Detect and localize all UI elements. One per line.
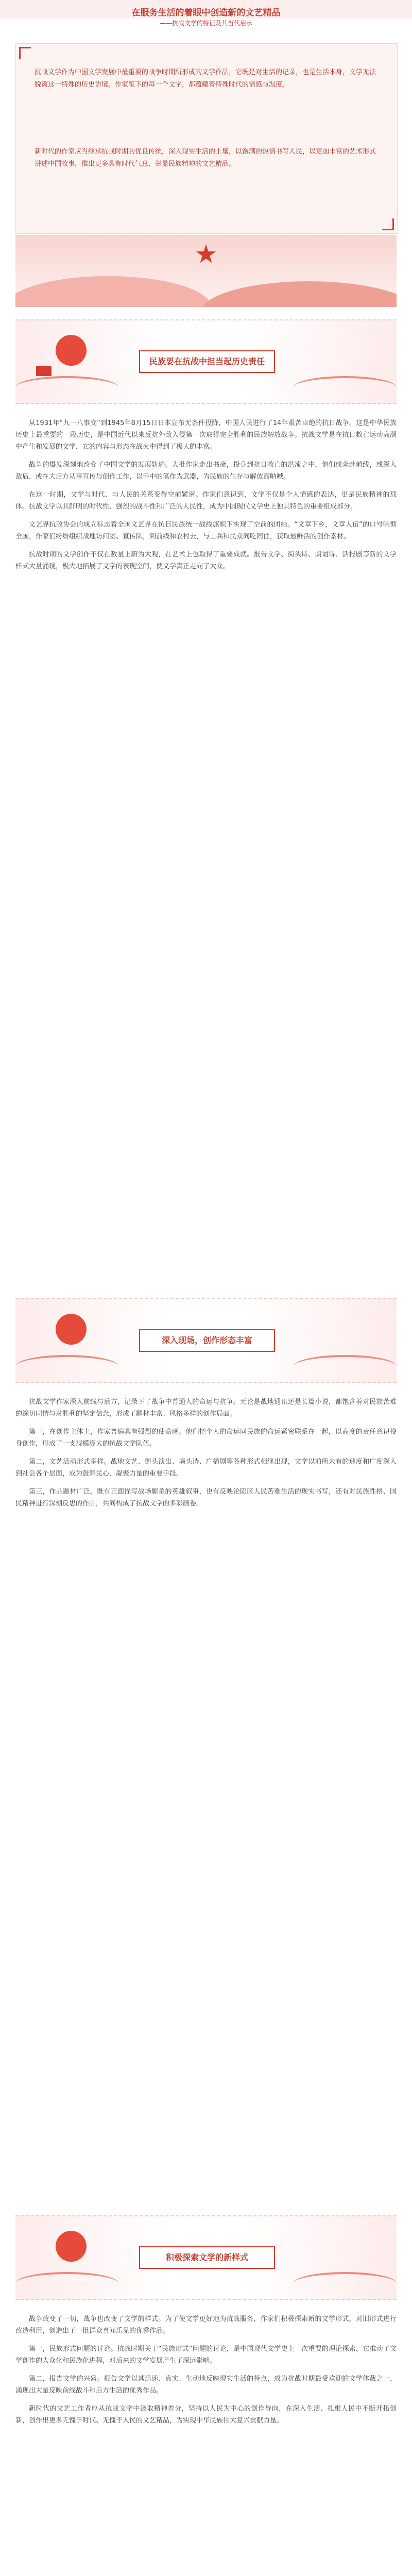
sun-icon (56, 2231, 87, 2262)
corner-ornament (382, 218, 394, 230)
wave-decoration (15, 2272, 118, 2295)
section-body (15, 417, 397, 1221)
body-paragraph: 新时代的文艺工作者应从抗战文学中汲取精神养分，坚持以人民为中心的创作导向，在深入生活、扎根人民中不断开拓创新，创作出更多无愧于时代、无愧于人民的文艺精品，为实现中华民族伟大复兴贡献力量。 (15, 2405, 397, 2425)
section-body (15, 2313, 397, 2576)
corner-ornament (19, 47, 31, 59)
star-icon (196, 244, 216, 265)
section-banner (15, 1298, 397, 1381)
page-title: 在服务生活的着眼中创造新的文艺精品 (131, 8, 281, 18)
sun-icon (56, 1314, 87, 1345)
body-paragraph: 第二，文艺活动形式多样。战地文艺、街头演出、墙头诗、广播剧等各种形式相继出现，文学以前所未有的速度和广度深入到社会各个层面，成为鼓舞民心、凝聚力量的重要手段。 (15, 1458, 397, 1478)
section-heading: 深入现场，创作形态丰富 (139, 1329, 275, 1352)
body-paragraph: 抗战文学作家深入前线与后方，记录下了战争中普通人的命运与抗争。无论是战地通讯还是长篇小说，都饱含着对民族苦难的深切同情与对胜利的坚定信念，形成了题材丰富、风格多样的创作局面。 (15, 1398, 397, 1418)
intro-paragraph: 新时代的作家应当继承抗战时期的优良传统，深入现实生活的土壤，以饱满的热情书写人民，以更加丰富的艺术形式讲述中国故事，推出更多具有时代气息、彰显民族精神的文艺精品。 (35, 148, 376, 168)
body-paragraph: 在这一时期，文学与时代、与人民的关系变得空前紧密。作家们意识到，文学不仅是个人情感的表达，更是民族精神的载体。抗战文学以其鲜明的时代性、强烈的战斗性和广泛的人民性，成为中国现代文学史上独具特色的重要组成部分。 (15, 491, 397, 511)
intro-paragraph: 抗战文学作为中国文学发展中最重要的战争时期所形成的文学作品，它既是对生活的记录，也是生活本身，文学无法脱离这一特殊的历史语境。作家笔下的每一个文字，都蕴藏着特殊时代的情感与温度。 (35, 69, 376, 89)
wave-decoration (15, 376, 118, 399)
hill-shape (15, 276, 211, 307)
body-paragraph: 从1931年“九一八事变”到1945年8月15日日本宣布无条件投降，中国人民进行了14年艰苦卓绝的抗日战争。这是中华民族历史上最重要的一段历史，是中国近代以来反抗外敌入侵第一次取得完全胜利的民族解放战争。抗战文学是在抗日救亡运动高潮中产生和发展的文学，它的内容与形态在战火中得到了极大的丰富。 (15, 419, 397, 451)
flag-icon (36, 366, 52, 376)
wave-decoration (15, 1355, 118, 1378)
section-body (15, 1396, 397, 2179)
body-paragraph: 战争改变了一切，战争也改变了文学的样式。为了使文学更好地为抗战服务，作家们积极探索新的文学形式，对旧形式进行改造利用，创造出了一批群众喜闻乐见的优秀作品。 (15, 2315, 397, 2335)
body-paragraph: 第二，报告文学的兴盛。报告文学以其迅速、真实、生动地反映现实生活的特点，成为抗战时期最受欢迎的文学体裁之一，涌现出大量反映前线战斗和后方生活的优秀作品。 (15, 2375, 397, 2395)
body-paragraph: 抗战时期的文学创作不仅在数量上蔚为大观，在艺术上也取得了重要成就。报告文学、街头诗、朗诵诗、活报剧等新的文学样式大量涌现，极大地拓展了文学的表现空间，使文学真正走向了大众。 (15, 551, 397, 570)
intro-box (15, 43, 398, 234)
wave-decoration (294, 2272, 397, 2295)
body-paragraph: 战争的爆发深刻地改变了中国文学的发展轨迹。大批作家走出书斋，投身到抗日救亡的洪流之中，他们或奔赴前线，或深入敌后，或在大后方从事宣传与创作工作，以手中的笔作为武器，为民族的生存与解放而呐喊。 (15, 461, 397, 481)
section-heading: 民族要在抗战中担当起历史责任 (139, 350, 275, 373)
sun-icon (56, 335, 87, 366)
body-paragraph: 第一，在创作主体上，作家普遍具有强烈的使命感。他们把个人的命运同民族的命运紧密联系在一起，以高度的责任意识投身创作，形成了一支规模庞大的抗战文学队伍。 (15, 1428, 397, 1448)
body-paragraph: 第一，民族形式问题的讨论。抗战时期关于“民族形式”问题的讨论，是中国现代文学史上一次重要的理论探索，它推动了文学创作的大众化和民族化进程，对后来的文学发展产生了深远影响。 (15, 2345, 397, 2365)
body-paragraph: 第三，作品题材广泛。既有正面描写战场厮杀的英雄叙事，也有反映沦陷区人民苦难生活的现实书写，还有对民族性格、国民精神进行深刻反思的作品，共同构成了抗战文学的多彩画卷。 (15, 1488, 397, 1507)
section-banner (15, 2215, 397, 2298)
hero-illustration (15, 235, 397, 307)
body-paragraph: 文艺界抗敌协会的成立标志着全国文艺界在抗日民族统一战线旗帜下实现了空前的团结。“文章下乡，文章入伍”的口号响彻全国，作家们纷纷组织战地访问团、宣传队，到前线和农村去，与士兵和民众同吃同住，获取最鲜活的创作素材。 (15, 521, 397, 540)
page-subtitle: ——抗战文学的特征及其当代启示 (159, 20, 252, 27)
hill-shape (201, 281, 397, 307)
wave-decoration (294, 376, 397, 399)
section-banner (15, 319, 397, 402)
section-heading: 积极探索文学的新样式 (139, 2246, 275, 2269)
wave-decoration (294, 1355, 397, 1378)
